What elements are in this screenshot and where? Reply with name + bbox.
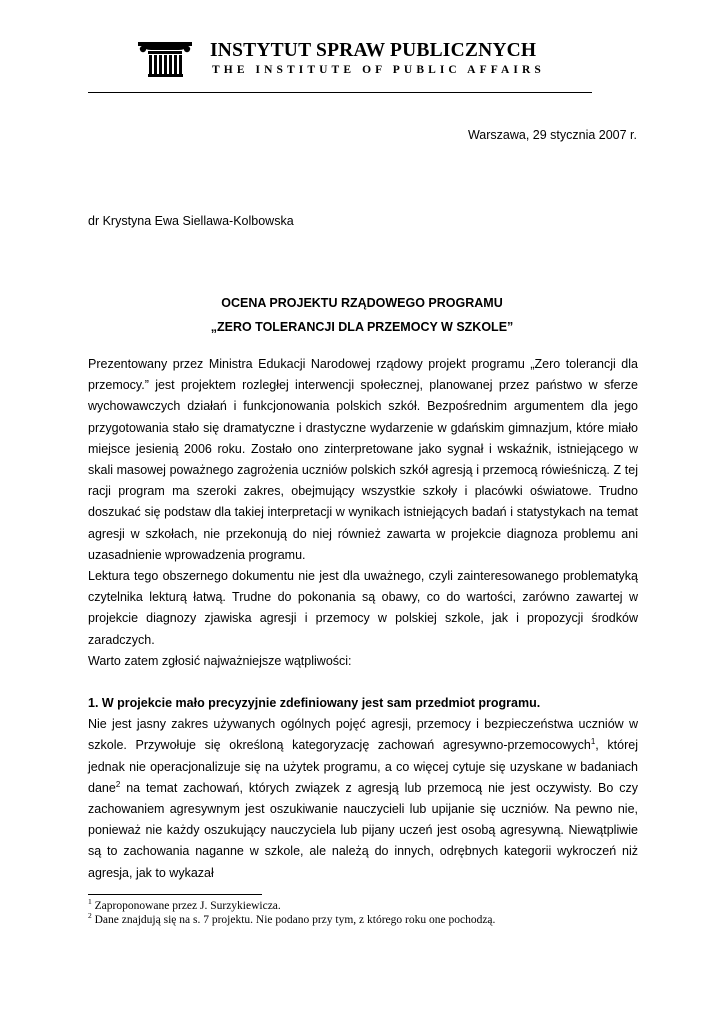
footnotes	[88, 899, 638, 927]
paragraph-4-text-a: Nie jest jasny zakres używanych ogólnych pojęć agresji, przemocy i bezpieczeństwa uczniów w szkole. Przywołuje się określoną kategoryzację zachowań agresywno-przemocowych	[88, 717, 638, 753]
footnote-text-2: Dane znajdują się na s. 7 projektu. Nie podano przy tym, z którego roku one pochodzą.	[91, 914, 496, 926]
body-paragraph-4	[88, 714, 638, 884]
footnote-ref-2[interactable]: 2	[115, 779, 121, 789]
body-paragraph-2: Lektura tego obszernego dokumentu nie jest dla uważnego, czyli zainteresowanego problematyką czytelnika lekturą łatwą. Trudne do pokonania są obawy, co do wartości, zarówno zawartej w projekcie diagnozy zjawiska agresji i przemocy w polskiej szkole, jak i propozycji środków zaradczych.	[88, 569, 638, 647]
footnote-number-1: 1	[88, 897, 92, 907]
footnote-ref-1[interactable]: 1	[590, 737, 596, 747]
footnote-2	[88, 913, 638, 927]
footnote-number-2: 2	[88, 911, 92, 921]
document-title-line-1: OCENA PROJEKTU RZĄDOWEGO PROGRAMU	[221, 296, 503, 310]
institute-name-en: THE INSTITUTE OF PUBLIC AFFAIRS	[212, 64, 545, 76]
column-capital-logo-icon	[138, 41, 192, 77]
section-heading-1: 1. W projekcie mało precyzyjnie zdefiniowany jest sam przedmiot programu.	[88, 696, 541, 711]
body-paragraph-1: Prezentowany przez Ministra Edukacji Narodowej rządowy projekt programu „Zero tolerancji dla przemocy.” jest projektem rozległej interwencji społecznej, planowanej przez państwo w sferze wychowawczych działań i funkcjonowania polskich szkół. Bezpośrednim argumentem dla jego przygotowania stało się dramatyczne i drastyczne wydarzenie w gdańskim gimnazjum, które miało miejsce jesienią 2006 roku. Zostało ono zinterpretowane jako sygnał i wskaźnik, istniejącego w skali masowej poważnego zagrożenia uczniów polskich szkół agresją i przemocą rówieśniczą. Z tej racji program ma szeroki zakres, obejmujący wszystkie szkoły i placówki oświatowe. Trudno doszukać się podstaw dla takiej interpretacji w wynikach istniejących badań i statystykach na temat agresji w szkołach, nie przekonują do niej również zawarta w projekcie diagnoza problemu ani uzasadnienie wprowadzenia programu.	[88, 357, 638, 562]
footnote-text-1: Zaproponowane przez J. Surzykiewicza.	[91, 900, 281, 912]
document-title-line-2: „ZERO TOLERANCJI DLA PRZEMOCY W SZKOLE”	[210, 320, 514, 334]
paragraph-4-text-c: na temat zachowań, których związek z agresją lub przemocą nie jest oczywisty. Bo czy zachowaniem agresywnym jest oszukiwanie nauczycieli lub upijanie się uczniów. Na pewno nie, ponieważ nie każdy oszukujący nauczyciela lub pijany uczeń jest osobą agresywną. Niewątpliwie są to zachowania naganne w szkole, ale należą do innych, odrębnych kategorii wykroczeń niż agresja, jak to wykazał	[88, 780, 638, 880]
author-name: dr Krystyna Ewa Siellawa-Kolbowska	[88, 214, 294, 228]
footnote-1	[88, 899, 638, 913]
body-paragraph-3: Warto zatem zgłosić najważniejsze wątpliwości:	[88, 653, 352, 668]
footnote-divider	[88, 894, 262, 895]
document-body	[88, 354, 638, 884]
institute-name-pl: INSTYTUT SPRAW PUBLICZNYCH	[210, 40, 537, 61]
paragraph-4-text-b: , której jednak nie operacjonalizuje się na użytek programu, a co więcej cytuje się uzyskane w badaniach dane	[88, 738, 638, 795]
header-divider	[88, 92, 592, 93]
letterhead	[138, 40, 598, 80]
document-date: Warszawa, 29 stycznia 2007 r.	[467, 128, 637, 142]
